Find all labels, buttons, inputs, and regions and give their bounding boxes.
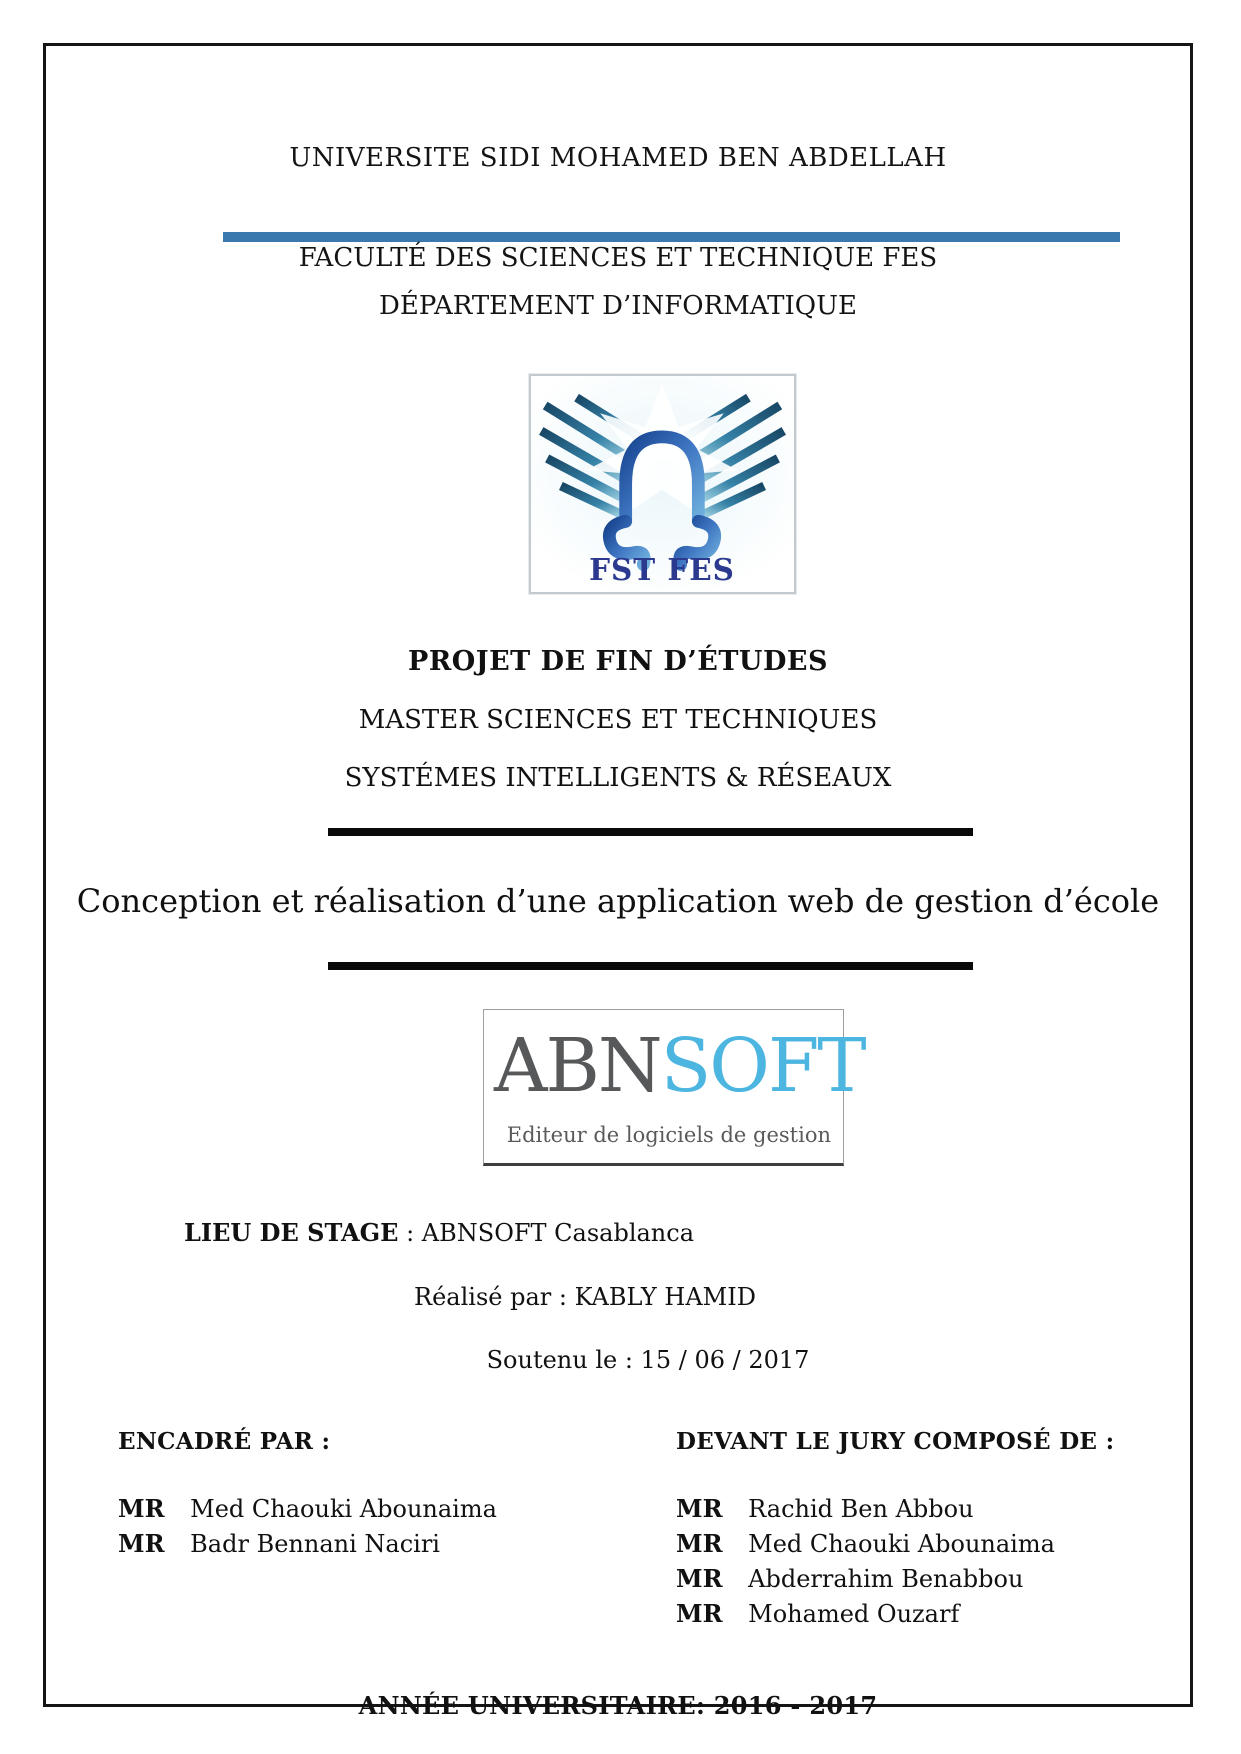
abnsoft-logo (483, 1009, 865, 1166)
department-title: DÉPARTEMENT D’INFORMATIQUE (379, 291, 857, 321)
speciality-title: SYSTÉMES INTELLIGENTS & RÉSEAUX (344, 763, 892, 793)
jury-row (676, 1564, 1023, 1593)
abnsoft-wordmark-soft: SOFT (660, 1023, 865, 1109)
abnsoft-wordmark-abn: ABN (494, 1023, 661, 1109)
thesis-title: Conception et réalisation d’une application web de gestion d’école (76, 882, 1160, 920)
jury-row (676, 1494, 974, 1523)
jury-member-name: Mohamed Ouzarf (748, 1600, 960, 1628)
internship-value: : ABNSOFT Casablanca (398, 1219, 695, 1247)
jury-member-name: Abderrahim Benabbou (748, 1565, 1024, 1593)
supervisor-name: Med Chaouki Abounaima (190, 1495, 497, 1523)
defense-date-line: Soutenu le : 15 / 06 / 2017 (486, 1346, 810, 1374)
supervisor-title: MR (118, 1494, 165, 1523)
fst-fes-caption: FST FES (589, 552, 735, 588)
degree-title: MASTER SCIENCES ET TECHNIQUES (358, 705, 878, 735)
jury-member-name: Rachid Ben Abbou (748, 1495, 974, 1523)
abnsoft-wordmark (494, 1018, 865, 1114)
jury-row (676, 1529, 1055, 1558)
jury-member-title: MR (676, 1599, 723, 1628)
supervisor-name: Badr Bennani Naciri (190, 1530, 440, 1558)
page-border-frame (43, 43, 1193, 1720)
jury-member-title: MR (676, 1529, 723, 1558)
jury-member-name: Med Chaouki Abounaima (748, 1530, 1055, 1558)
internship-line (184, 1218, 694, 1247)
jury-row (676, 1599, 959, 1628)
jury-member-title: MR (676, 1564, 723, 1593)
faculty-title: FACULTÉ DES SCIENCES ET TECHNIQUE FES (298, 243, 938, 273)
blue-divider-line (223, 232, 1120, 242)
academic-year-line: ANNÉE UNIVERSITAIRE: 2016 - 2017 (358, 1691, 878, 1720)
internship-label: LIEU DE STAGE (184, 1218, 399, 1247)
jury-member-title: MR (676, 1494, 723, 1523)
supervisor-row (118, 1494, 497, 1523)
supervisor-row (118, 1529, 440, 1558)
jury-heading: DEVANT LE JURY COMPOSÉ DE : (676, 1428, 1115, 1455)
abnsoft-tagline: Editeur de logiciels de gestion (506, 1123, 831, 1147)
project-type-title: PROJET DE FIN D’ÉTUDES (408, 646, 828, 677)
author-line: Réalisé par : KABLY HAMID (414, 1283, 756, 1311)
supervisors-heading: ENCADRÉ PAR : (118, 1428, 331, 1455)
fst-fes-logo (529, 374, 796, 594)
title-rule-top (328, 828, 973, 836)
supervisor-title: MR (118, 1529, 165, 1558)
title-rule-bottom (328, 962, 973, 970)
fst-fes-logo-art (531, 376, 794, 592)
university-title: UNIVERSITE SIDI MOHAMED BEN ABDELLAH (289, 143, 947, 173)
